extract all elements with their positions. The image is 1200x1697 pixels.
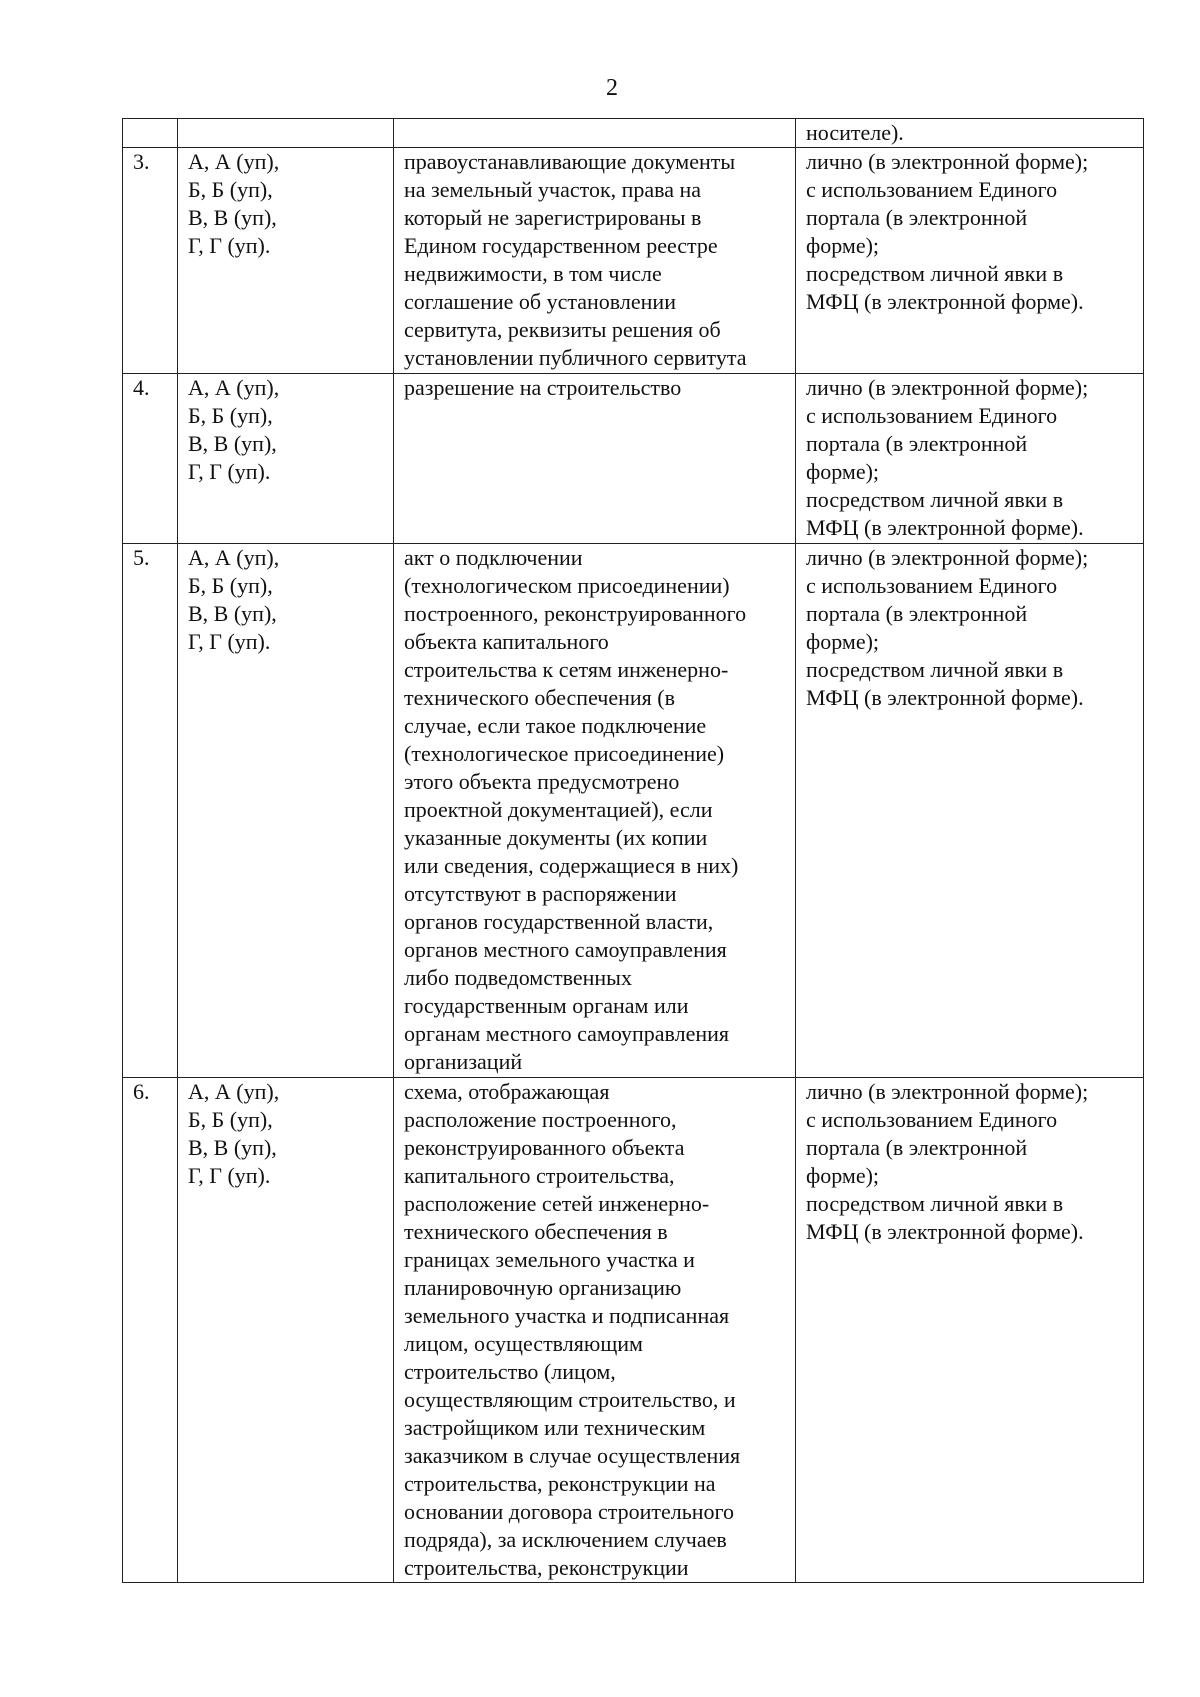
document-line: разрешение на строительство xyxy=(404,375,682,400)
document-line: на земельный участок, права на xyxy=(404,177,702,202)
document-line: заказчиком в случае осуществления xyxy=(404,1443,741,1468)
category-line: Г, Г (уп). xyxy=(188,233,271,258)
category-line: В, В (уп), xyxy=(188,431,277,456)
category-line: В, В (уп), xyxy=(188,601,277,626)
method-line: посредством личной явки в xyxy=(806,261,1064,286)
table-row xyxy=(123,1078,1144,1583)
category-line: Г, Г (уп). xyxy=(188,459,271,484)
cell-method xyxy=(796,374,1144,544)
document-line: (технологическое присоединение) xyxy=(404,741,725,766)
cell-document xyxy=(394,374,796,544)
document-line: осуществляющим строительство, и xyxy=(404,1387,736,1412)
method-line: форме); xyxy=(806,1163,880,1188)
method-line: лично (в электронной форме); xyxy=(806,375,1089,400)
table-row-continuation xyxy=(123,119,1144,148)
method-line: форме); xyxy=(806,233,880,258)
cell-number xyxy=(123,544,178,1078)
cell-categories xyxy=(178,148,394,374)
method-line: с использованием Единого xyxy=(806,1107,1058,1132)
category-line: Б, Б (уп), xyxy=(188,403,273,428)
document-line: правоустанавливающие документы xyxy=(404,149,736,174)
document-line: проектной документацией), если xyxy=(404,797,713,822)
cell-document xyxy=(394,544,796,1078)
document-line: застройщиком или техническим xyxy=(404,1415,706,1440)
table-row xyxy=(123,544,1144,1078)
category-line: Б, Б (уп), xyxy=(188,1107,273,1132)
page-number: 2 xyxy=(606,75,618,101)
document-line: органам местного самоуправления xyxy=(404,1021,730,1046)
method-line: форме); xyxy=(806,459,880,484)
category-line: А, А (уп), xyxy=(188,545,280,570)
document-line: указанные документы (их копии xyxy=(404,825,708,850)
document-line: технического обеспечения (в xyxy=(404,685,676,710)
category-line: А, А (уп), xyxy=(188,1079,280,1104)
category-line: Г, Г (уп). xyxy=(188,1163,271,1188)
cell-categories xyxy=(178,1078,394,1583)
document-line: границах земельного участка и xyxy=(404,1247,695,1272)
table-row xyxy=(123,374,1144,544)
category-line: В, В (уп), xyxy=(188,1135,277,1160)
document-line: (технологическом присоединении) xyxy=(404,573,730,598)
document-line: либо подведомственных xyxy=(404,965,632,990)
cell-number xyxy=(123,119,178,148)
row-number: 4. xyxy=(133,375,150,400)
cell-method xyxy=(796,544,1144,1078)
method-line: лично (в электронной форме); xyxy=(806,545,1089,570)
document-line: который не зарегистрированы в xyxy=(404,205,702,230)
document-line: органов местного самоуправления xyxy=(404,937,727,962)
document-line: организаций xyxy=(404,1049,523,1074)
cell-method xyxy=(796,148,1144,374)
method-line: МФЦ (в электронной форме). xyxy=(806,1219,1084,1244)
document-line: установлении публичного сервитута xyxy=(404,345,747,370)
document-line: построенного, реконструированного xyxy=(404,601,747,626)
document-line: схема, отображающая xyxy=(404,1079,610,1104)
cell-method xyxy=(796,1078,1144,1583)
method-line: МФЦ (в электронной форме). xyxy=(806,515,1084,540)
method-line: с использованием Единого xyxy=(806,177,1058,202)
method-line: посредством личной явки в xyxy=(806,657,1064,682)
table-row xyxy=(123,148,1144,374)
cell-number xyxy=(123,148,178,374)
method-line: лично (в электронной форме); xyxy=(806,149,1089,174)
method-line: портала (в электронной xyxy=(806,205,1028,230)
row-number: 5. xyxy=(133,545,150,570)
cell-document xyxy=(394,148,796,374)
document-line: объекта капитального xyxy=(404,629,609,654)
document-line: технического обеспечения в xyxy=(404,1219,668,1244)
category-line: В, В (уп), xyxy=(188,205,277,230)
cell-categories xyxy=(178,119,394,148)
document-line: государственным органам или xyxy=(404,993,689,1018)
cell-number xyxy=(123,1078,178,1583)
document-line: строительства, реконструкции xyxy=(404,1555,689,1580)
category-line: А, А (уп), xyxy=(188,375,280,400)
row-number: 3. xyxy=(133,149,150,174)
cell-document xyxy=(394,1078,796,1583)
document-line: сервитута, реквизиты решения об xyxy=(404,317,721,342)
document-line: лицом, осуществляющим xyxy=(404,1331,643,1356)
category-line: Б, Б (уп), xyxy=(188,573,273,598)
document-line: планировочную организацию xyxy=(404,1275,682,1300)
row-number: 6. xyxy=(133,1079,150,1104)
document-line: земельного участка и подписанная xyxy=(404,1303,730,1328)
document-line: подряда), за исключением случаев xyxy=(404,1527,727,1552)
document-line: строительство (лицом, xyxy=(404,1359,616,1384)
method-line: с использованием Единого xyxy=(806,403,1058,428)
method-line: лично (в электронной форме); xyxy=(806,1079,1089,1104)
method-line: носителе). xyxy=(806,120,904,145)
document-line: случае, если такое подключение xyxy=(404,713,707,738)
document-line: реконструированного объекта xyxy=(404,1135,685,1160)
cell-method xyxy=(796,119,1144,148)
method-line: МФЦ (в электронной форме). xyxy=(806,289,1084,314)
method-line: портала (в электронной xyxy=(806,1135,1028,1160)
method-line: посредством личной явки в xyxy=(806,487,1064,512)
method-line: посредством личной явки в xyxy=(806,1191,1064,1216)
document-line: строительства к сетям инженерно- xyxy=(404,657,729,682)
document-line: соглашение об установлении xyxy=(404,289,676,314)
category-line: Б, Б (уп), xyxy=(188,177,273,202)
method-line: портала (в электронной xyxy=(806,431,1028,456)
cell-number xyxy=(123,374,178,544)
cell-categories xyxy=(178,544,394,1078)
method-line: форме); xyxy=(806,629,880,654)
cell-categories xyxy=(178,374,394,544)
method-line: портала (в электронной xyxy=(806,601,1028,626)
document-line: или сведения, содержащиеся в них) xyxy=(404,853,739,878)
documents-table xyxy=(122,118,1144,1583)
document-line: этого объекта предусмотрено xyxy=(404,769,680,794)
document-line: недвижимости, в том числе xyxy=(404,261,662,286)
category-line: А, А (уп), xyxy=(188,149,280,174)
document-line: Едином государственном реестре xyxy=(404,233,718,258)
method-line: МФЦ (в электронной форме). xyxy=(806,685,1084,710)
cell-document xyxy=(394,119,796,148)
document-line: отсутствуют в распоряжении xyxy=(404,881,677,906)
document-line: расположение сетей инженерно- xyxy=(404,1191,710,1216)
document-line: строительства, реконструкции на xyxy=(404,1471,716,1496)
method-line: с использованием Единого xyxy=(806,573,1058,598)
document-line: расположение построенного, xyxy=(404,1107,677,1132)
document-line: капитального строительства, xyxy=(404,1163,675,1188)
category-line: Г, Г (уп). xyxy=(188,629,271,654)
document-line: органов государственной власти, xyxy=(404,909,714,934)
document-line: основании договора строительного xyxy=(404,1499,734,1524)
document-line: акт о подключении xyxy=(404,545,583,570)
